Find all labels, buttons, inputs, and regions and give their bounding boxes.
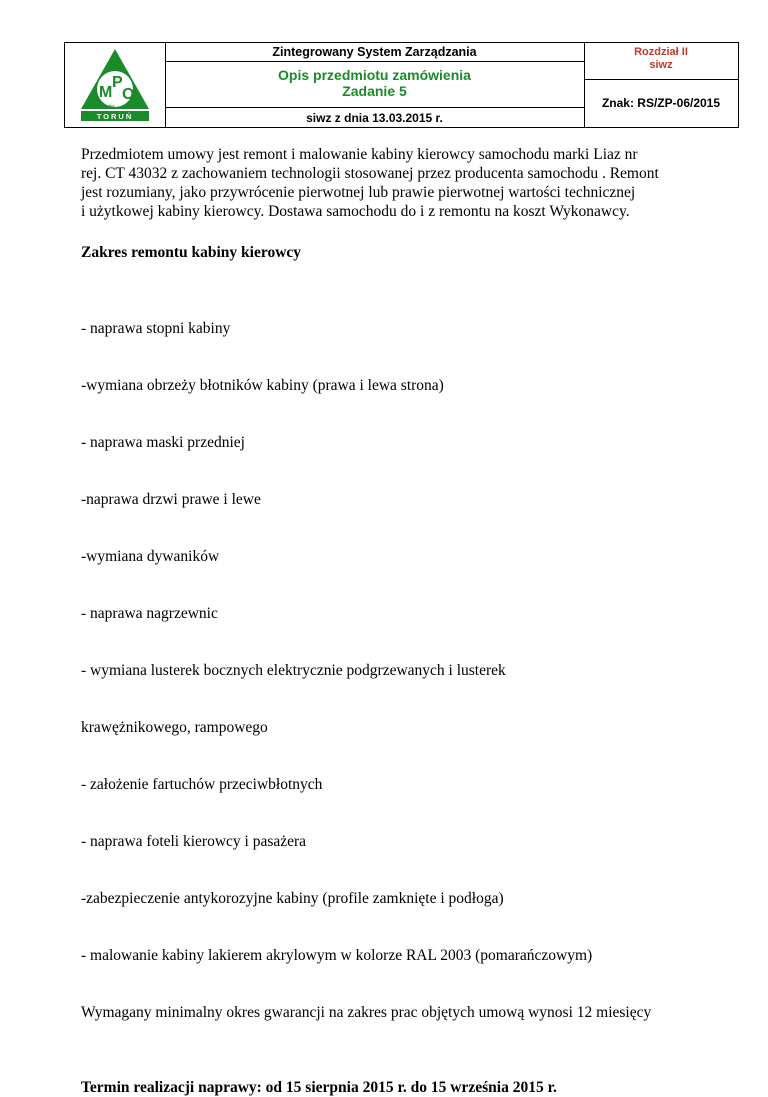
intro-line: Przedmiotem umowy jest remont i malowanie kabiny kierowcy samochodu marki Liaz nr (81, 146, 638, 163)
list-item: - założenie fartuchów przeciwbłotnych (81, 776, 323, 793)
list-item: - naprawa nagrzewnic (81, 605, 218, 622)
section-heading: Zakres remontu kabiny kierowcy (81, 244, 302, 261)
intro-paragraph (81, 145, 691, 221)
system-title: Zintegrowany System Zarządzania (165, 43, 584, 62)
document-title-line2: Zadanie 5 (342, 83, 407, 99)
list-item: -wymiana dywaników (81, 548, 220, 565)
list-item: krawężnikowego, rampowego (81, 719, 268, 736)
document-sign: Znak: RS/ZP-06/2015 (601, 96, 721, 110)
list-item: - naprawa stopni kabiny (81, 320, 231, 337)
section-label-line1: Rozdział II (634, 46, 688, 58)
list-item: - naprawa maski przedniej (81, 434, 245, 451)
document-header (64, 42, 739, 128)
header-middle (165, 43, 585, 127)
svg-text:TORUŃ: TORUŃ (96, 112, 134, 121)
realization-term: Termin realizacji naprawy: od 15 sierpnia 2015 r. do 15 września 2015 r. (81, 1079, 557, 1096)
list-item: -zabezpieczenie antykorozyjne kabiny (profile zamknięte i podłoga) (81, 890, 504, 907)
list-item: -naprawa drzwi prawe i lewe (81, 491, 261, 508)
document-body (81, 145, 691, 1097)
svg-text:O: O (122, 86, 135, 103)
intro-line: jest rozumiany, jako przywrócenie pierwotnej lub prawie pierwotnej wartości technicznej (81, 184, 636, 201)
document-title-line1: Opis przedmiotu zamówienia (278, 67, 471, 83)
warranty-note: Wymagany minimalny okres gwarancji na zakres prac objętych umową wynosi 12 miesięcy (81, 1004, 652, 1021)
svg-text:spółka: spółka (103, 103, 115, 108)
siwz-date: siwz z dnia 13.03.2015 r. (306, 111, 443, 125)
scope-list (81, 281, 691, 1060)
list-item: -wymiana obrzeży błotników kabiny (prawa i lewa strona) (81, 377, 444, 394)
intro-line: i użytkowej kabiny kierowcy. Dostawa samochodu do i z remontu na koszt Wykonawcy. (81, 203, 630, 220)
list-item: - wymiana lusterek bocznych elektrycznie podgrzewanych i lusterek (81, 662, 506, 679)
section-label (584, 43, 738, 80)
svg-text:P: P (112, 74, 123, 91)
document-title (165, 62, 584, 108)
list-item: - malowanie kabiny lakierem akrylowym w kolorze RAL 2003 (pomarańczowym) (81, 947, 593, 964)
list-item: - naprawa foteli kierowcy i pasażera (81, 833, 307, 850)
logo-cell (65, 43, 166, 127)
svg-text:M: M (99, 84, 113, 101)
section-label-line2: siwz (649, 59, 673, 71)
intro-line: rej. CT 43032 z zachowaniem technologii stosowanej przez producenta samochodu . Remont (81, 165, 659, 182)
company-logo (79, 47, 151, 123)
header-right (584, 43, 738, 127)
